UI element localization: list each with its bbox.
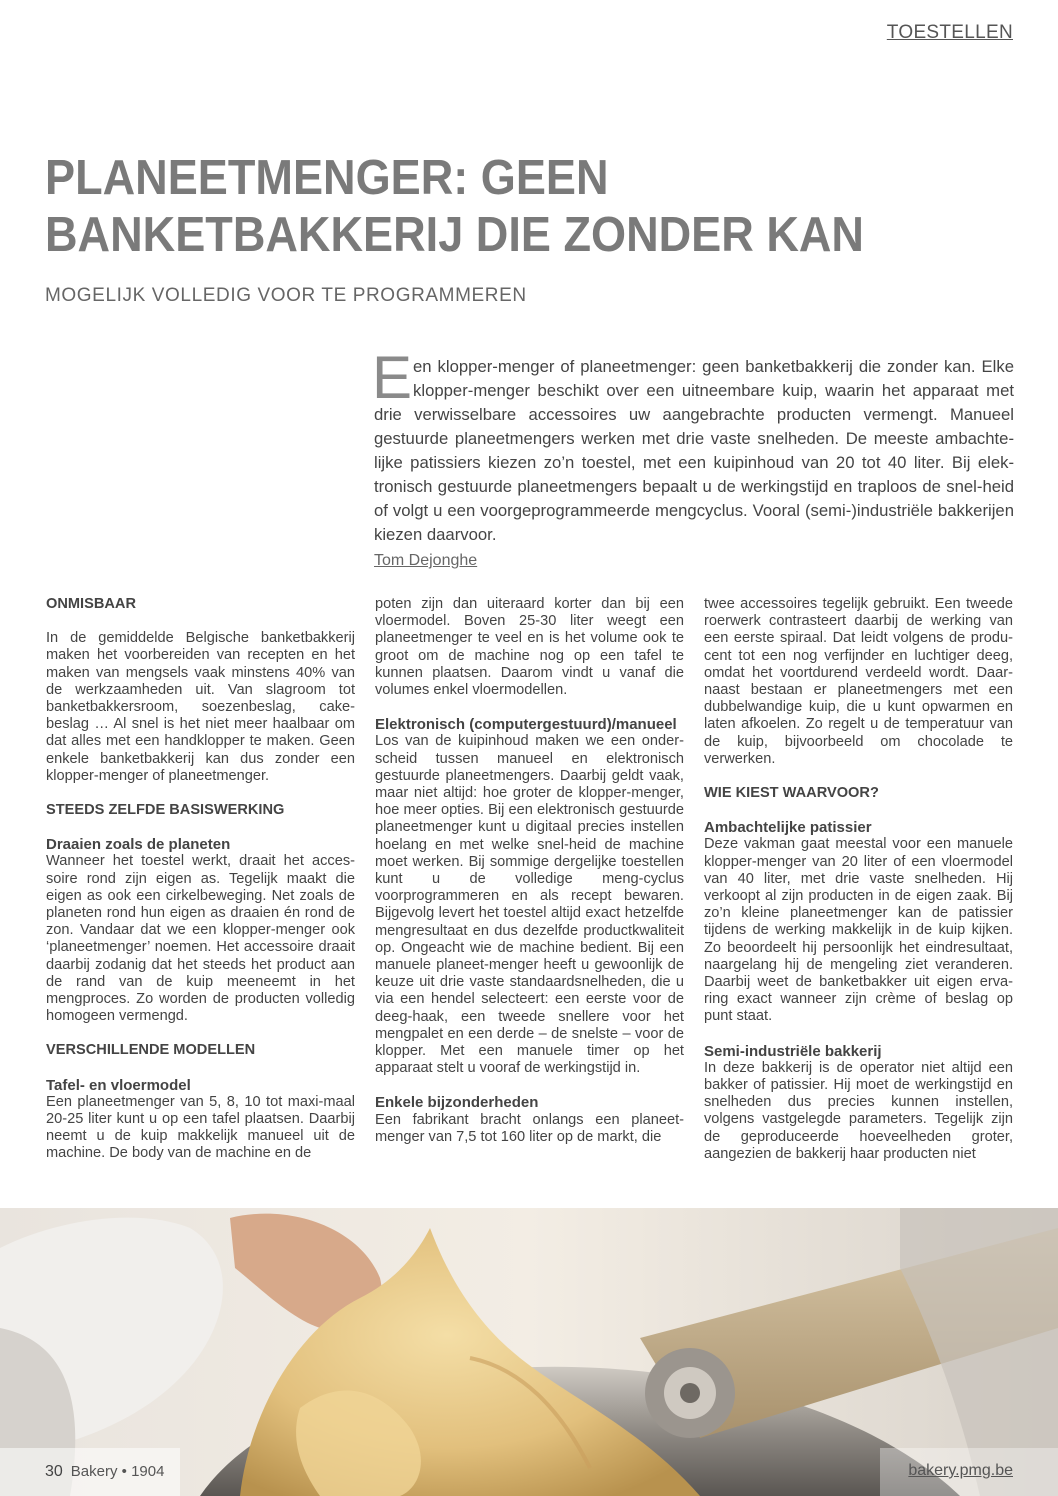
paragraph-onmisbaar: In de gemiddelde Belgische banketbakkerij maken het voorbereiden van recepten en het maken van mengsels vaak minstens 40% van de werkzaamheden uit. Van slagroom tot banketbakkersroom, soezenbeslag, cake-beslag … Al snel is het niet meer haalbaar om dat alles met een handklopper te maken. Geen enkele banketbakkerij kan dus zonder een klopper-menger of planeetmenger. — [46, 630, 355, 784]
subheading-bijzonderheden: Enkele bijzonderheden — [375, 1094, 539, 1112]
paragraph-tafel: Een planeetmenger van 5, 8, 10 tot maxi-maal 20-25 liter kunt u op een tafel plaatsen. Daarbij neemt u de kuip makkelijk manueel uit de machine. De body van de machine en de — [46, 1093, 355, 1162]
heading-basiswerking: STEEDS ZELFDE BASISWERKING — [46, 802, 285, 819]
subheading-ambachtelijk: Ambachtelijke patissier — [704, 819, 872, 837]
article-subtitle: MOGELIJK VOLLEDIG VOOR TE PROGRAMMEREN — [45, 285, 527, 306]
website-link[interactable]: bakery.pmg.be — [908, 1462, 1013, 1479]
intro-text: en klopper-menger of planeetmenger: geen banketbakkerij die zonder kan. Elke klopper-menger beschikt over een uitneembare kuip, waarin het apparaat met drie verwisselbare accessoires uw aangebrachte producten vermengt. Manueel gestuurde planeetmengers werken met drie vaste snelheden. De meeste ambachte-lijke patissiers kiezen zo’n toestel, met een kuipinhoud van 20 tot 40 liter. Bij elek-tronisch gestuurde planeetmengers bepaalt u de werkingstijd en traploos de snel-heid of volgt u een voorgeprogrammeerde mengcyclus. Vooral (semi-)industriële bakkerijen kiezen daarvoor. — [374, 357, 1014, 544]
paragraph-bijzonderheden: Een fabrikant bracht onlangs een planeet-menger van 7,5 tot 160 liter op de markt, die — [375, 1111, 684, 1145]
subheading-semi-industrieel: Semi-industriële bakkerij — [704, 1042, 882, 1060]
subheading-elektronisch: Elektronisch (computergestuurd)/manueel — [375, 716, 677, 734]
paragraph-draaien: Wanneer het toestel werkt, draait het acces-soire rond zijn eigen as. Tegelijk maakt die eigen as ook een cirkelbeweging. Net zoals de planeten rond hun eigen as draaien én rond de zon. Vandaar dat we een klopper-menger ook ‘planeetmenger’ noemen. Het accessoire draait daarbij zodanig dat het steeds het product aan de rand van de kuip meeneemt in het mengproces. Zo worden de producten volledig homogeen vermengd. — [46, 853, 355, 1025]
magazine-name: Bakery • 1904 — [70, 1463, 165, 1480]
heading-wie-kiest: WIE KIEST WAARVOOR? — [704, 785, 879, 802]
paragraph-ambachtelijk: Deze vakman gaat meestal voor een manuele klopper-menger van 20 liter of een vloermodel van 40 liter, met drie vaste snelheden. Hij verkoopt al zijn producten in de eigen zaak. Bij zo’n kleine planeetmenger kan de patissier tijdens de werking makkelijk in de kuip kijken. Zo beoordeelt hij persoonlijk het eindresultaat, naargelang hij de mengeling ziet veranderen. Daarbij weet de banketbakker uit eigen erva-ring exact wanneer zijn crème of beslag op punt staat. — [704, 836, 1013, 1025]
column-3 — [704, 596, 1013, 1194]
article-title: PLANEETMENGER: GEEN BANKETBAKKERIJ DIE ZONDER KAN — [45, 151, 865, 262]
column-2 — [375, 596, 684, 1194]
drop-cap: E — [372, 344, 413, 411]
subheading-tafel: Tafel- en vloermodel — [46, 1076, 191, 1094]
mixer-photo — [0, 1208, 1058, 1496]
page-number: 30 — [45, 1463, 63, 1480]
article-intro — [372, 344, 1014, 547]
section-tag[interactable]: TOESTELLEN — [886, 22, 1013, 43]
paragraph-elektronisch: Los van de kuipinhoud maken we een onder-scheid tussen manueel en elektronisch gestuurde planeetmengers. Daarbij geldt vaak, maar niet altijd: hoe groter de klopper-menger, hoe meer opties. Bij een elektronisch gestuurde planeetmenger kunt u digitaal precies instellen hoelang en met welke snel-heid de machine moet werken. Bij sommige dergelijke toestellen kunt u de volledige meng-cyclus voorprogrammeren en als recept bewaren. Bijgevolg levert het toestel altijd exact hetzelfde mengresultaat en dus dezelfde productkwaliteit op. Ongeacht wie de machine bedient. Bij een manuele planeet-menger heeft u gewoonlijk de keuze uit drie vaste standaardsnelheden, die u via een hendel selecteert: een eerste voor de deeg-haak, een tweede snellere voor het mengpalet en een derde – de snelste – voor de klopper. Met een manuele timer op het apparaat stelt u vooraf de werkingstijd in. — [375, 733, 684, 1077]
heading-modellen: VERSCHILLENDE MODELLEN — [46, 1042, 256, 1059]
paragraph-poten: poten zijn dan uiteraard korter dan bij een vloermodel. Boven 25-30 liter weegt een planeetmenger te veel en is het volume ook te groot om de machine nog op een tafel te kunnen plaatsen. Daarom vindt u vanaf die volumes enkel vloermodellen. — [375, 596, 684, 699]
column-1 — [46, 596, 355, 1194]
page-footer-left — [45, 1463, 164, 1481]
paragraph-accessoires: twee accessoires tegelijk gebruikt. Een tweede roerwerk contrasteert daarbij de werking van een eerste spiraal. Dat leidt volgens de produ-cent tot een nog verfijnder en luchtiger deeg, omdat het voortdurend verdeeld wordt. Daar-naast bestaan er planeetmengers met een dubbelwandige kuip, die u kunt opwarmen en laten afkoelen. Zo regelt u de temperatuur van de kuip, bijvoorbeeld om chocolade te verwerken. — [704, 596, 1013, 767]
heading-onmisbaar: ONMISBAAR — [46, 596, 136, 612]
author-byline[interactable]: Tom Dejonghe — [374, 552, 478, 569]
paragraph-semi-industrieel: In deze bakkerij is de operator niet altijd een bakker of patissier. Hij moet de werkingstijd en snelheden dus precies kunnen instellen, volgens vastgelegde parameters. Tegelijk zijn de geproduceerde hoeveelheden groter, aangezien de bakkerij haar producten niet — [704, 1059, 1013, 1162]
subheading-draaien: Draaien zoals de planeten — [46, 836, 231, 854]
